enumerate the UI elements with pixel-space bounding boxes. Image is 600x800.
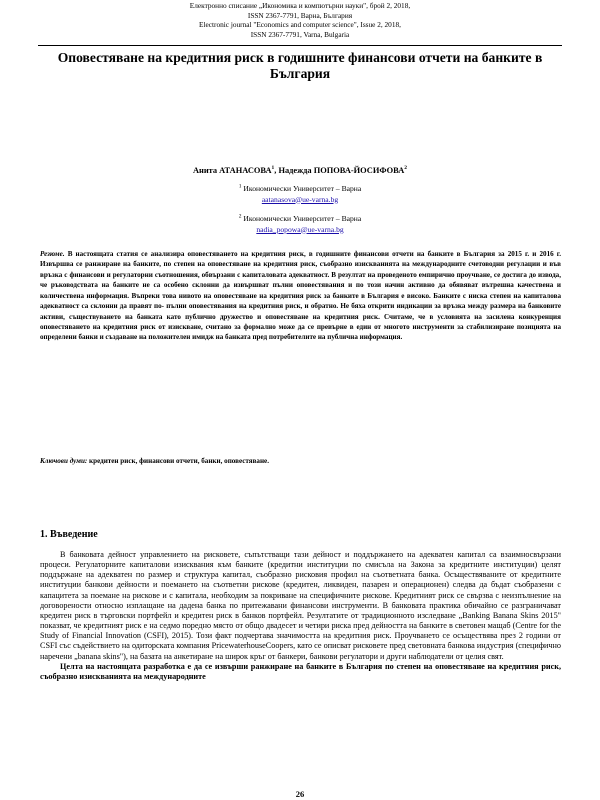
page-number: 26: [295, 789, 305, 799]
affiliation-1-email-link[interactable]: aatanasova@ue-varna.bg: [261, 194, 339, 204]
keywords: [40, 457, 561, 465]
author-2-marker: 2: [404, 165, 408, 172]
journal-header-line-2: ISSN 2367-7791, Варна, България: [247, 10, 353, 20]
abstract: [40, 249, 561, 343]
keywords-label: Ключови думи:: [40, 457, 88, 465]
journal-header-line-4: ISSN 2367-7791, Varna, Bulgaria: [250, 29, 350, 39]
affiliation-1: [0, 184, 600, 205]
author-separator: ,: [274, 166, 279, 175]
affiliation-2-marker: 2: [238, 213, 242, 220]
affiliation-1-marker: 1: [238, 183, 242, 190]
author-2-name: Надежда ПОПОВА-ЙОСИФОВА: [278, 166, 405, 175]
affiliation-1-org: Икономически Университет – Варна: [241, 184, 362, 193]
affiliation-2-email-link[interactable]: nadia_popowa@ue-varna.bg: [256, 224, 344, 234]
abstract-label: Резюме.: [40, 250, 65, 258]
journal-header: [0, 1, 600, 39]
abstract-text: В настоящата статия се анализира оповестяването на кредитния риск, в годишните финансови отчети на банките в България за 2015 г. и 2016 г. Извършва се ранжиране на банките, по степен на оповестяване на кредитния риск, съобразно изискванията на международните счетоводни регулации и във връзка с финансови и регулаторни съотношения, обвързани с капиталовата адекватност. В резултат на проведеното емпирично проучване, се достига до извода, че ръководствата на банките не са особено склонни да извършват пълни оповестявания и по този начин активно да обявяват вътрешна качествена и количествена информация. Въпреки това нивото на оповестяване на кредитния риск за банките в България е високо. Банките с ниска степен на капиталова адекватност са склонни да правят по- пълни оповестявания на кредитния риск, и обратно. Не бяха открити индикации за връзка между размера на банковите активи, съществуването на банката като публично дружество и оповестяване на кредитния риск. Считаме, че в условията на засилена конкуренция оповестяването на кредитния риск от изискване, считано за формално може да се превърне в един от многото инструменти за стабилизиране позицията на определени банки и създаване на положителен имидж на банката пред потребителите на публична информация.: [40, 250, 561, 342]
introduction-body: [40, 550, 561, 682]
affiliation-2-org: Икономически Университет – Варна: [241, 214, 362, 223]
journal-header-line-1: Електронно списание „Икономика и компютърни науки", брой 2, 2018,: [189, 1, 411, 10]
keywords-text: кредитен риск, финансови отчети, банки, оповестяване.: [87, 457, 269, 465]
section-heading-introduction: 1. Въведение: [40, 529, 98, 540]
paper-title: Оповестяване на кредитния риск в годишните финансови отчети на банките в България: [57, 50, 543, 81]
header-divider: [38, 45, 562, 46]
body-paragraph-2: Целта на настоящата разработка е да се извърши ранжиране на банките в България по степен на оповестяване на кредитния риск, съобразно изискванията на международните: [40, 661, 561, 681]
author-line: [0, 166, 600, 175]
author-1-name: Анита АТАНАСОВА: [192, 166, 272, 175]
affiliation-2: [0, 214, 600, 235]
body-paragraph-1: В банковата дейност управлението на рисковете, съпътстващи тази дейност и поддържането на адекватен капитал са взаимносвързани процеси. Регулаторните капиталови изисквания към банките (кредитни институции по смисъла на Закона за кредитните институции) целят поддържане на адекватен по размер и структура капитал, съобразно рисковия профил на съответната банка. Осъществяваните от кредитните институции банкови дейности и поемането на съответни рискове (кредитен, ликвиден, пазарен и операционен) следва да бъдат съобразени с капацитета за поемане на рискове и с капитала, необходим за покриване на специфичните рискове. Кредитният риск се свързва с неизпълнение на договорености относно изплащане на дадена банка по притежавани финансови инструменти. В банковата практика обичайно се разграничават кредитен риск в търговски портфейл и кредитен риск в банков портфейл. Резултатите от традиционното изследване „Banking Banana Skins 2015" показват, че кредитният риск е на седмо поредно място от общо двадесет и четири риска пред дейността на банките в световен мащаб (Centre for the Study of Financial Innovation (CSFI), 2015). Този факт подчертава значимостта на кредитния риск. Проучването се осъществява през 2 години от CSFI със съдействието на одиторската компания PricewaterhouseCoopers, като се описват рисковете пред световната банкова индустрия (специфично наречени „banana skins"), на базата на анкетиране на широк кръг от банкери, банкови регулатори и други наблюдатели от целия свят.: [40, 550, 561, 661]
author-1-marker: 1: [271, 165, 275, 172]
journal-header-line-3: Electronic journal "Economics and computer science", Issue 2, 2018,: [199, 20, 401, 30]
